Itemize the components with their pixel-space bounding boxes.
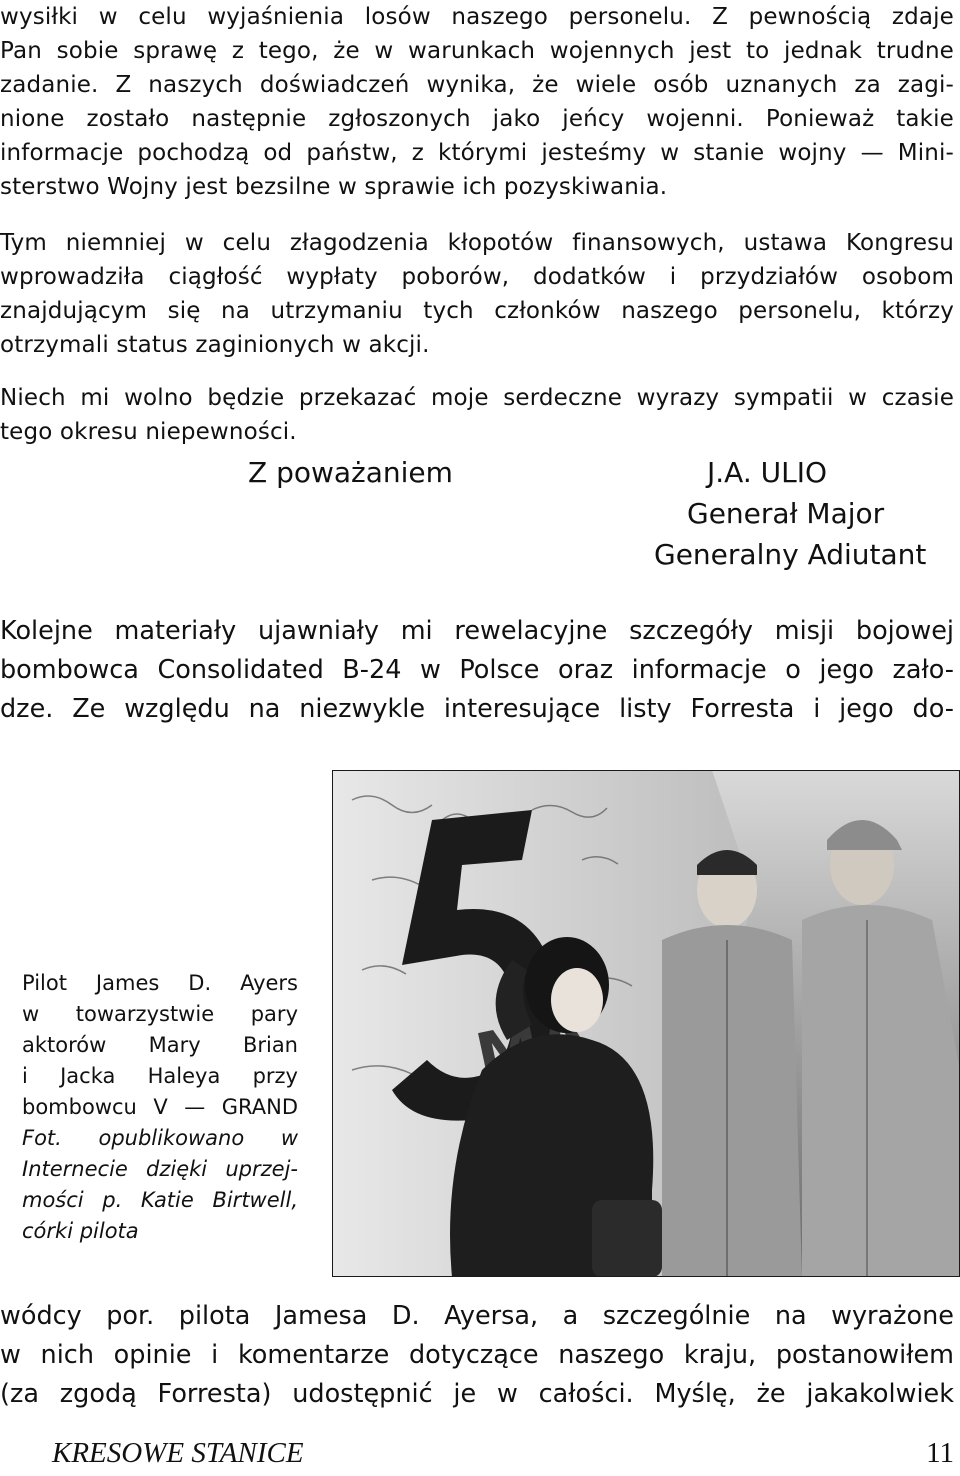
text-line: Niech mi wolno będzie przekazać moje serdeczne wyrazy sympatii w czasie xyxy=(0,385,954,411)
text-line: Kolejne materiały ujawniały mi rewelacyjne szczegóły misji bojowej xyxy=(0,616,954,646)
letter-paragraph-3 xyxy=(0,381,954,449)
article-paragraph-continued xyxy=(0,1297,954,1414)
signer-rank: Generał Major xyxy=(687,497,885,530)
photo-caption xyxy=(22,968,298,1247)
text-line: informacje pochodzą od państw, z którymi jesteśmy w stanie wojny — Mini- xyxy=(0,140,954,166)
caption-credit-line: córki pilota xyxy=(22,1219,139,1243)
letter-closing: Z poważaniem xyxy=(248,456,453,489)
letter-paragraph-2 xyxy=(0,226,954,362)
journal-title: KRESOWE STANICE xyxy=(52,1437,304,1469)
text-line: dze. Ze względu na niezwykle interesujące listy Forresta i jego do- xyxy=(0,694,954,724)
caption-line: w towarzystwie pary xyxy=(22,1002,298,1026)
caption-line: aktorów Mary Brian xyxy=(22,1033,298,1057)
caption-credit-line: mości p. Katie Birtwell, xyxy=(22,1188,298,1212)
text-line: Pan sobie sprawę z tego, że w warunkach wojennych jest to jednak trudne xyxy=(0,38,954,64)
text-line: tego okresu niepewności. xyxy=(0,419,297,445)
text-line: w nich opinie i komentarze dotyczące naszego kraju, postanowiłem xyxy=(0,1340,954,1370)
text-line: sterstwo Wojny jest bezsilne w sprawie ich pozyskiwania. xyxy=(0,174,668,200)
page-number: 11 xyxy=(926,1437,954,1469)
caption-line: i Jacka Haleya przy xyxy=(22,1064,298,1088)
text-line: znajdującym się na utrzymaniu tych członków naszego personelu, którzy xyxy=(0,298,954,324)
caption-line: Pilot James D. Ayers xyxy=(22,971,298,995)
photograph-icon xyxy=(332,770,960,1277)
text-line: wódcy por. pilota Jamesa D. Ayersa, a szczególnie na wyrażone xyxy=(0,1301,954,1331)
article-paragraph xyxy=(0,612,954,729)
letter-paragraph-1 xyxy=(0,0,954,204)
caption-credit-line: Fot. opublikowano w xyxy=(22,1126,298,1150)
text-line: wprowadziła ciągłość wypłaty poborów, dodatków i przydziałów osobom xyxy=(0,264,954,290)
text-line: otrzymali status zaginionych w akcji. xyxy=(0,332,430,358)
signer-title: Generalny Adiutant xyxy=(654,538,927,571)
text-line: Tym niemniej w celu złagodzenia kłopotów finansowych, ustawa Kongresu xyxy=(0,230,954,256)
text-line: bombowca Consolidated B-24 w Polsce oraz informacje o jego zało- xyxy=(0,655,954,685)
text-line: wysiłki w celu wyjaśnienia losów naszego personelu. Z pewnością zdaje xyxy=(0,4,954,30)
caption-credit-line: Internecie dzięki uprzej- xyxy=(22,1157,298,1181)
text-line: zadanie. Z naszych doświadczeń wynika, że wiele osób uznanych za zagi- xyxy=(0,72,954,98)
caption-line: bombowcu V — GRAND xyxy=(22,1095,298,1119)
text-line: (za zgodą Forresta) udostępnić je w całości. Myślę, że jakakolwiek xyxy=(0,1379,954,1409)
signer-name: J.A. ULIO xyxy=(707,456,828,489)
text-line: nione zostało następnie zgłoszonych jako jeńcy wojenni. Ponieważ takie xyxy=(0,106,954,132)
